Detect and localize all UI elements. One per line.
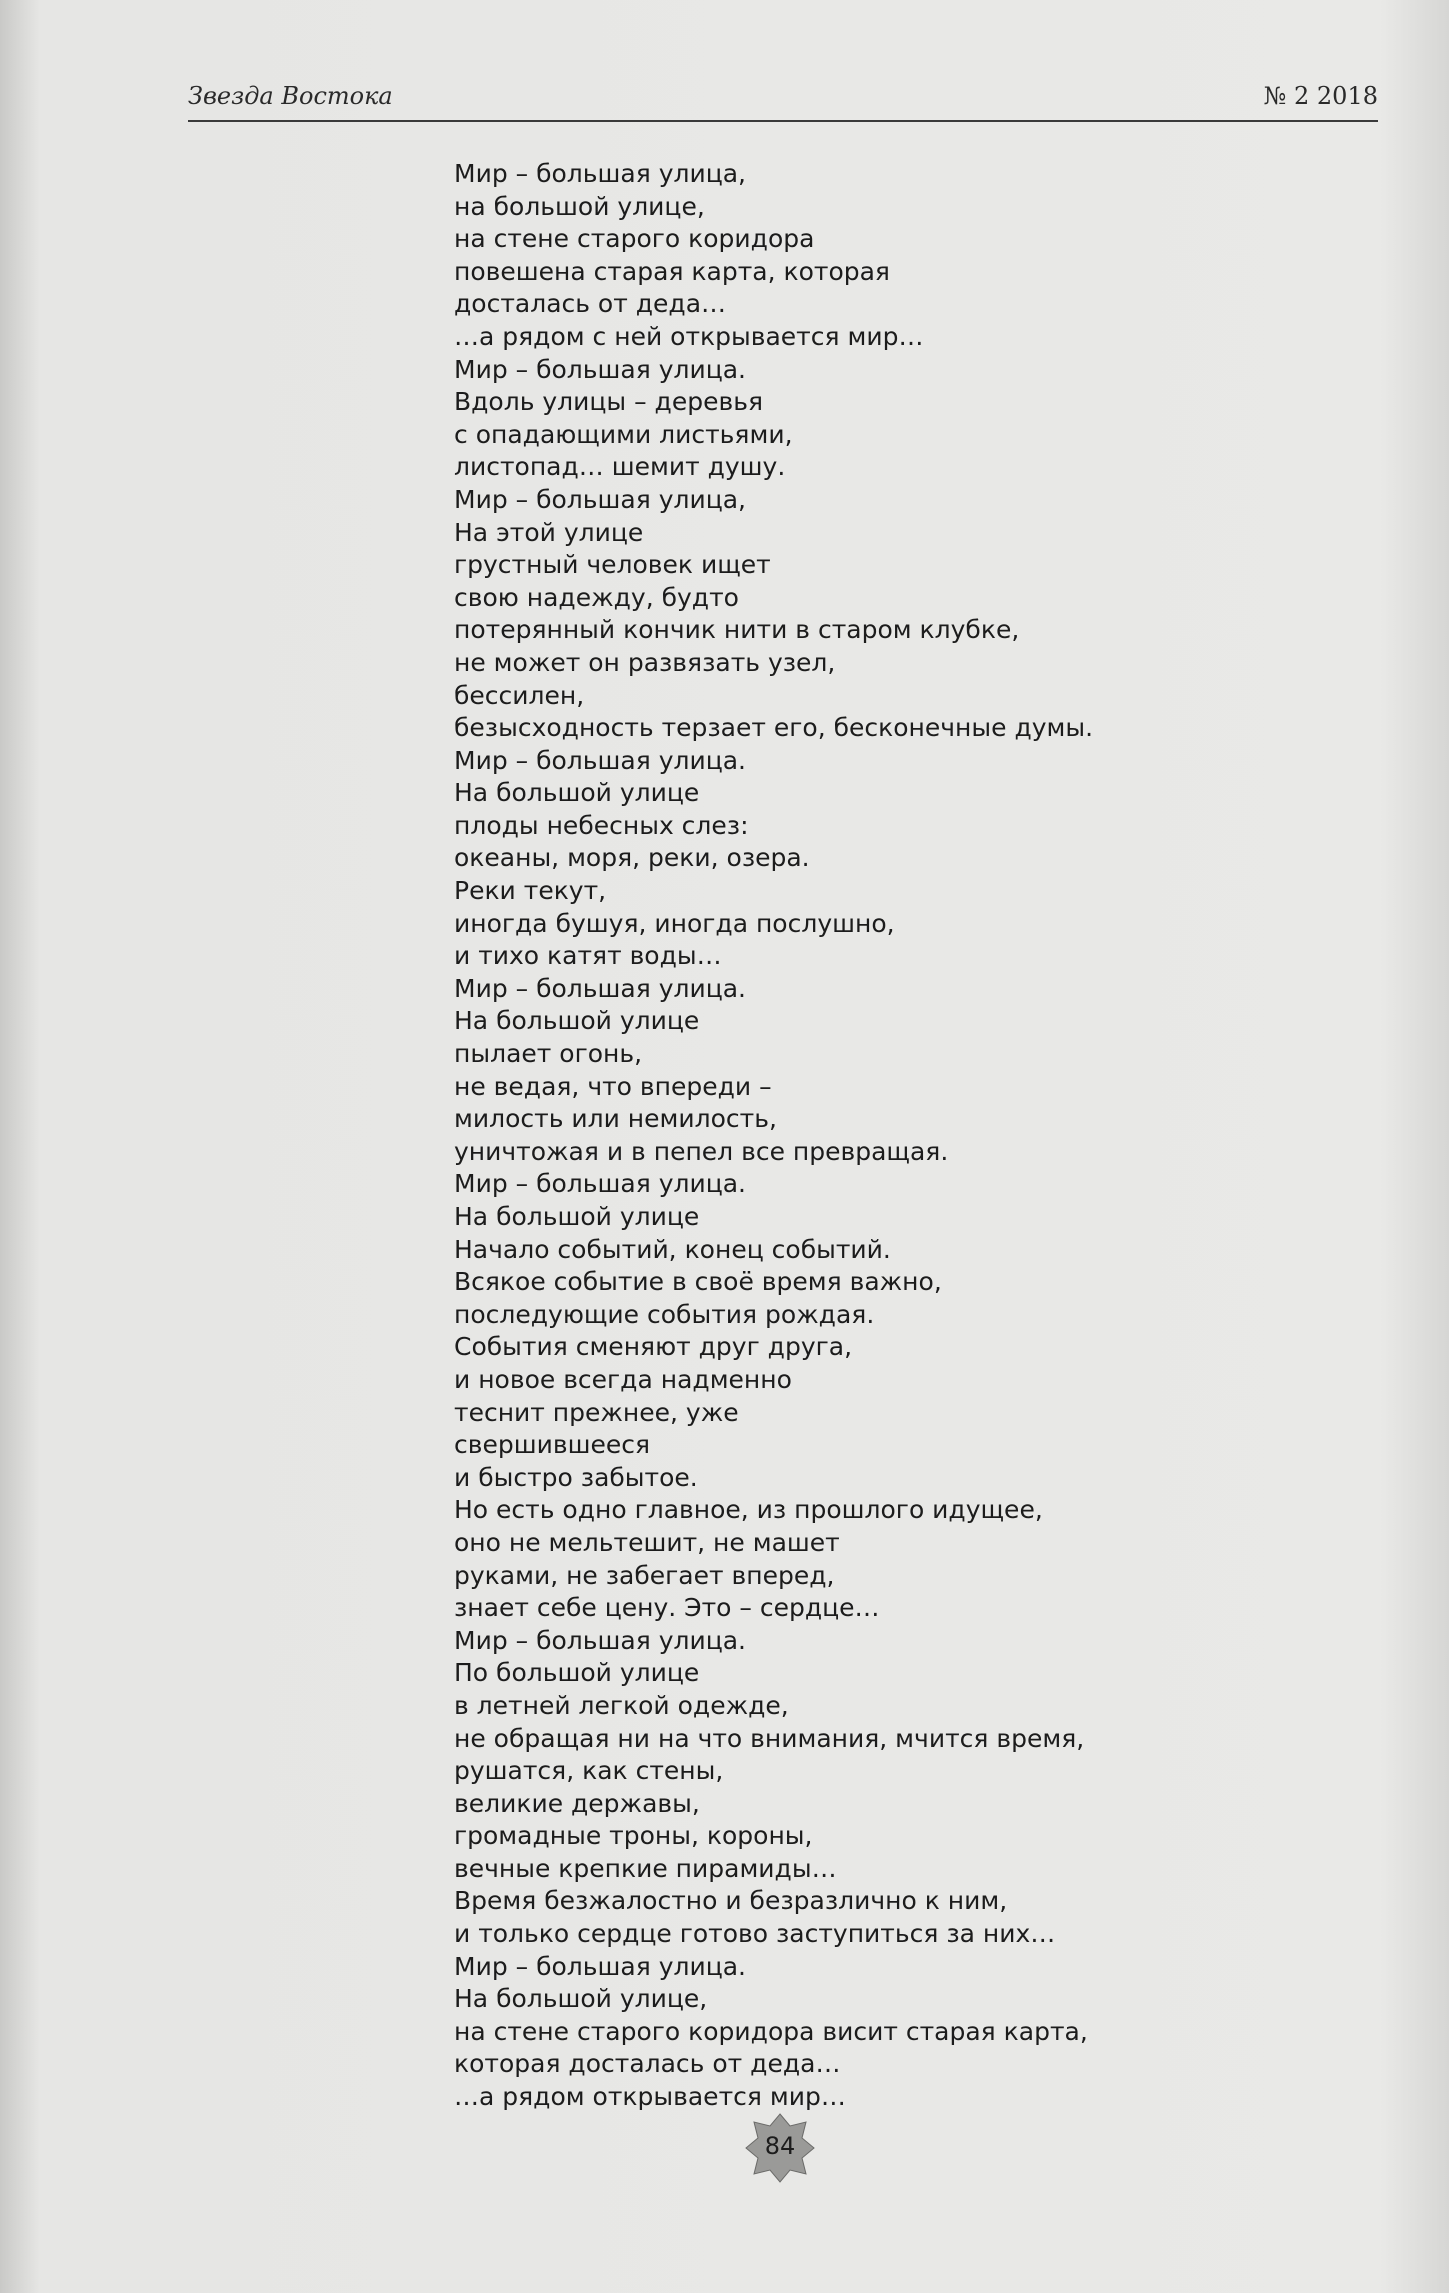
poem-line: и новое всегда надменно <box>454 1364 792 1394</box>
poem-line: На большой улице <box>454 1006 700 1036</box>
poem-line: вечные крепкие пирамиды… <box>454 1853 837 1883</box>
poem-line: свершившееся <box>454 1430 651 1460</box>
poem-line: иногда бушуя, иногда послушно, <box>454 908 895 938</box>
poem-line: безысходность терзает его, бесконечные думы. <box>454 713 1094 743</box>
poem-line: теснит прежнее, уже <box>454 1397 739 1427</box>
poem-line: Мир – большая улица, <box>454 159 746 188</box>
poem-line: свою надежду, будто <box>454 582 739 612</box>
poem-line: не может он развязать узел, <box>454 647 836 677</box>
poem-line: листопад… шемит душу. <box>454 452 786 482</box>
page-number-badge <box>744 2112 816 2184</box>
poem-line: …а рядом открывается мир… <box>454 2082 846 2112</box>
poem-line: Время безжалостно и безразлично к ним, <box>454 1886 1008 1916</box>
poem-line: на стене старого коридора <box>454 224 815 254</box>
poem-line: последующие события рождая. <box>454 1299 875 1329</box>
poem-line: пылает огонь, <box>454 1039 643 1069</box>
poem-line: Вдоль улицы – деревья <box>454 387 763 417</box>
poem-line: и быстро забытое. <box>454 1462 698 1492</box>
poem-line: рушатся, как стены, <box>454 1756 724 1786</box>
poem-line: великие державы, <box>454 1788 700 1818</box>
poem-line: Начало событий, конец событий. <box>454 1234 891 1264</box>
poem-line: На этой улице <box>454 517 644 547</box>
poem-line: досталась от деда… <box>454 289 727 319</box>
poem-line: не ведая, что впереди – <box>454 1071 772 1101</box>
poem-line: По большой улице <box>454 1658 700 1688</box>
poem-line: На большой улице, <box>454 1984 708 2014</box>
poem-line: не обращая ни на что внимания, мчится время, <box>454 1723 1085 1753</box>
poem-line: на стене старого коридора висит старая карта, <box>454 2016 1088 2046</box>
poem-line: Мир – большая улица. <box>454 745 746 775</box>
poem-line: в летней легкой одежде, <box>454 1690 789 1720</box>
poem-line: Реки текут, <box>454 876 607 906</box>
poem-line: На большой улице <box>454 1202 700 1231</box>
poem-line: бессилен, <box>454 680 585 710</box>
poem-line: …а рядом с ней открывается мир… <box>454 321 924 351</box>
poem-body <box>454 158 1154 2114</box>
poem-line: Всякое событие в своё время важно, <box>454 1267 942 1297</box>
poem-line: Мир – большая улица. <box>454 973 746 1003</box>
poem-line: Мир – большая улица. <box>454 1951 746 1981</box>
poem-line: океаны, моря, реки, озера. <box>454 843 810 873</box>
poem-line: Мир – большая улица. <box>454 1169 746 1199</box>
poem-line: События сменяют друг друга, <box>454 1332 853 1362</box>
poem-line: и только сердце готово заступиться за них… <box>454 1919 1056 1949</box>
issue-number: № 2 2018 <box>1263 82 1378 110</box>
poem-line: оно не мельтешит, не машет <box>454 1527 840 1557</box>
poem-line: Мир – большая улица, <box>454 484 746 514</box>
poem-line: на большой улице, <box>454 191 705 221</box>
poem-line: Мир – большая улица. <box>454 354 746 384</box>
poem-line: повешена старая карта, которая <box>454 256 890 286</box>
poem-line: уничтожая и в пепел все превращая. <box>454 1136 949 1166</box>
poem-line: с опадающими листьями, <box>454 419 793 449</box>
poem-line: руками, не забегает вперед, <box>454 1560 835 1590</box>
poem-line: и тихо катят воды… <box>454 941 722 971</box>
poem-line: милость или немилость, <box>454 1104 777 1134</box>
poem-line: громадные троны, короны, <box>454 1821 813 1851</box>
poem-line: знает себе цену. Это – сердце… <box>454 1593 880 1623</box>
poem-line: потерянный кончик нити в старом клубке, <box>454 615 1020 645</box>
journal-title: Звезда Востока <box>188 82 393 110</box>
poem-line: Но есть одно главное, из прошлого идущее, <box>454 1495 1043 1525</box>
poem-line: На большой улице <box>454 778 700 808</box>
poem-line: которая досталась от деда… <box>454 2049 841 2079</box>
poem-line: плоды небесных слез: <box>454 810 749 840</box>
poem-line: грустный человек ищет <box>454 550 771 580</box>
page-number: 84 <box>764 2132 796 2160</box>
poem-line: Мир – большая улица. <box>454 1625 746 1655</box>
running-header <box>188 80 1378 122</box>
